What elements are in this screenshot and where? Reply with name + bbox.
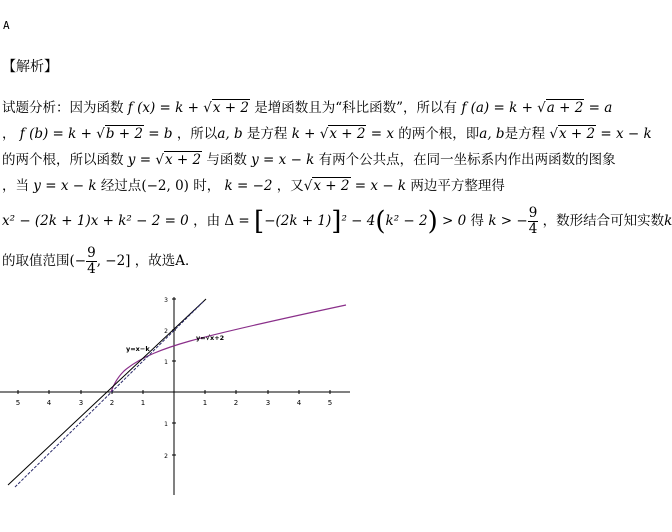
y-tick-label: 1 <box>164 421 168 428</box>
x-tick-label: 4 <box>46 399 52 407</box>
fraction-denominator: 4 <box>528 221 538 237</box>
formula: b + 2 <box>105 126 143 142</box>
formula: (−2, 0) <box>141 178 189 194</box>
text: ，又 <box>276 178 304 194</box>
formula: Δ = <box>224 213 255 229</box>
formula: = x − k <box>596 126 652 142</box>
text: 的两个根，所以函数 <box>2 152 124 168</box>
formula: k² − 2 <box>385 213 428 229</box>
text: ，所以 <box>176 126 218 142</box>
formula: k > − <box>488 213 528 229</box>
formula: −(2k + 1) <box>264 213 332 229</box>
x-tick-label: 5 <box>15 399 21 407</box>
formula: = x − k <box>350 178 407 194</box>
formula: k + <box>291 126 320 142</box>
text: ，当 <box>2 178 29 194</box>
line-1: 试题分析：因为函数 f (x) = k + √x + 2 是增函数且为“科比函数”，所以有 f (a) = k + √a + 2 = a <box>2 100 613 116</box>
formula: x² − (2k + 1)x + k² − 2 = 0 <box>2 213 189 229</box>
formula: ² − 4 <box>341 213 376 229</box>
label-curve: y=√x+2 <box>196 334 225 342</box>
y-tick-label: 2 <box>164 328 168 335</box>
formula: = a <box>584 100 613 116</box>
formula: x + 2 <box>313 178 350 194</box>
text: 是方程 <box>504 126 546 142</box>
text: ，由 <box>193 213 221 229</box>
formula: = b <box>143 126 173 142</box>
fraction <box>528 206 539 237</box>
formula: y = <box>127 152 156 168</box>
text: 试题分析：因为函数 <box>2 100 124 116</box>
formula: x + 2 <box>164 152 202 168</box>
formula: f (b) = k + <box>19 126 97 142</box>
fraction-numerator: 9 <box>528 205 538 221</box>
x-tick-label: 5 <box>327 399 333 407</box>
line-y-x-k-tangent <box>15 301 204 487</box>
text: 经过点 <box>100 178 142 194</box>
analysis-header: 【解析】 <box>2 59 58 75</box>
formula: a, b <box>479 126 505 142</box>
line-6 <box>2 246 198 277</box>
formula: (− <box>69 253 87 269</box>
line-2: ， f (b) = k + √b + 2 = b ，所以a, b 是方程 k + √x + 2 = x 的两个根，即a, b是方程 √x + 2 = x − k <box>2 126 652 142</box>
y-tick-label: 2 <box>164 453 168 460</box>
formula: x + 2 <box>329 126 366 142</box>
label-line: y=x−k <box>126 345 150 353</box>
y-tick-label: 3 <box>164 297 168 304</box>
formula: , −2] <box>96 253 131 269</box>
text: ，故选A． <box>134 253 199 269</box>
x-tick-label: 3 <box>265 399 271 407</box>
text: 的两个根，即 <box>398 126 480 142</box>
x-tick-label: 2 <box>233 399 239 407</box>
text: 是增函数且为“科比函数”，所以有 <box>254 100 458 116</box>
line-4: ，当 y = x − k 经过点(−2, 0) 时， k = −2 ，又√x + 2 = x − k 两边平方整理得 <box>2 178 505 194</box>
text: 得 <box>470 213 485 229</box>
text: 的取值范围 <box>2 253 70 269</box>
line-5: x² − (2k + 1)x + k² − 2 = 0 ，由 Δ = [−(2k + 1)]² − 4(k² − 2) > 0 得 k > − $\frac{9}{4}$ ，数形结合可知实数k <box>2 205 672 237</box>
text: 两边平方整理得 <box>410 178 505 194</box>
formula: > 0 <box>437 213 467 229</box>
text: 与函数 <box>206 152 247 168</box>
text: 时， <box>193 178 221 194</box>
x-tick-label: 4 <box>296 399 302 407</box>
text: 有两个公共点，在同一坐标系内作出两函数的图象 <box>318 152 616 168</box>
x-tick-label: 2 <box>109 399 115 407</box>
formula: f (a) = k + <box>461 100 538 116</box>
text: 是方程 <box>246 126 288 142</box>
function-graph <box>0 295 360 505</box>
fraction-denominator: 4 <box>87 261 96 277</box>
x-tick-label: 1 <box>202 399 208 407</box>
formula: k = −2 <box>224 178 273 194</box>
answer-text: A <box>3 19 10 32</box>
formula: y = x − k <box>251 152 315 168</box>
fraction-numerator: 9 <box>87 245 96 261</box>
formula: a + 2 <box>546 100 584 116</box>
fraction <box>86 246 97 277</box>
formula: y = x − k <box>33 178 97 194</box>
text: ， <box>2 126 16 142</box>
formula: f (x) = k + <box>127 100 204 116</box>
formula: a, b <box>217 126 243 142</box>
x-tick-label: 1 <box>140 399 146 407</box>
formula: = x <box>366 126 394 142</box>
x-tick-label: 3 <box>78 399 84 407</box>
formula: x + 2 <box>212 100 249 116</box>
y-tick-label: 1 <box>164 359 168 366</box>
line-3: 的两个根，所以函数 y = √x + 2 与函数 y = x − k 有两个公共点，在同一坐标系内作出两函数的图象 <box>2 152 616 168</box>
formula: k <box>664 213 672 229</box>
formula: x + 2 <box>558 126 596 142</box>
text: ，数形结合可知实数 <box>542 213 665 229</box>
